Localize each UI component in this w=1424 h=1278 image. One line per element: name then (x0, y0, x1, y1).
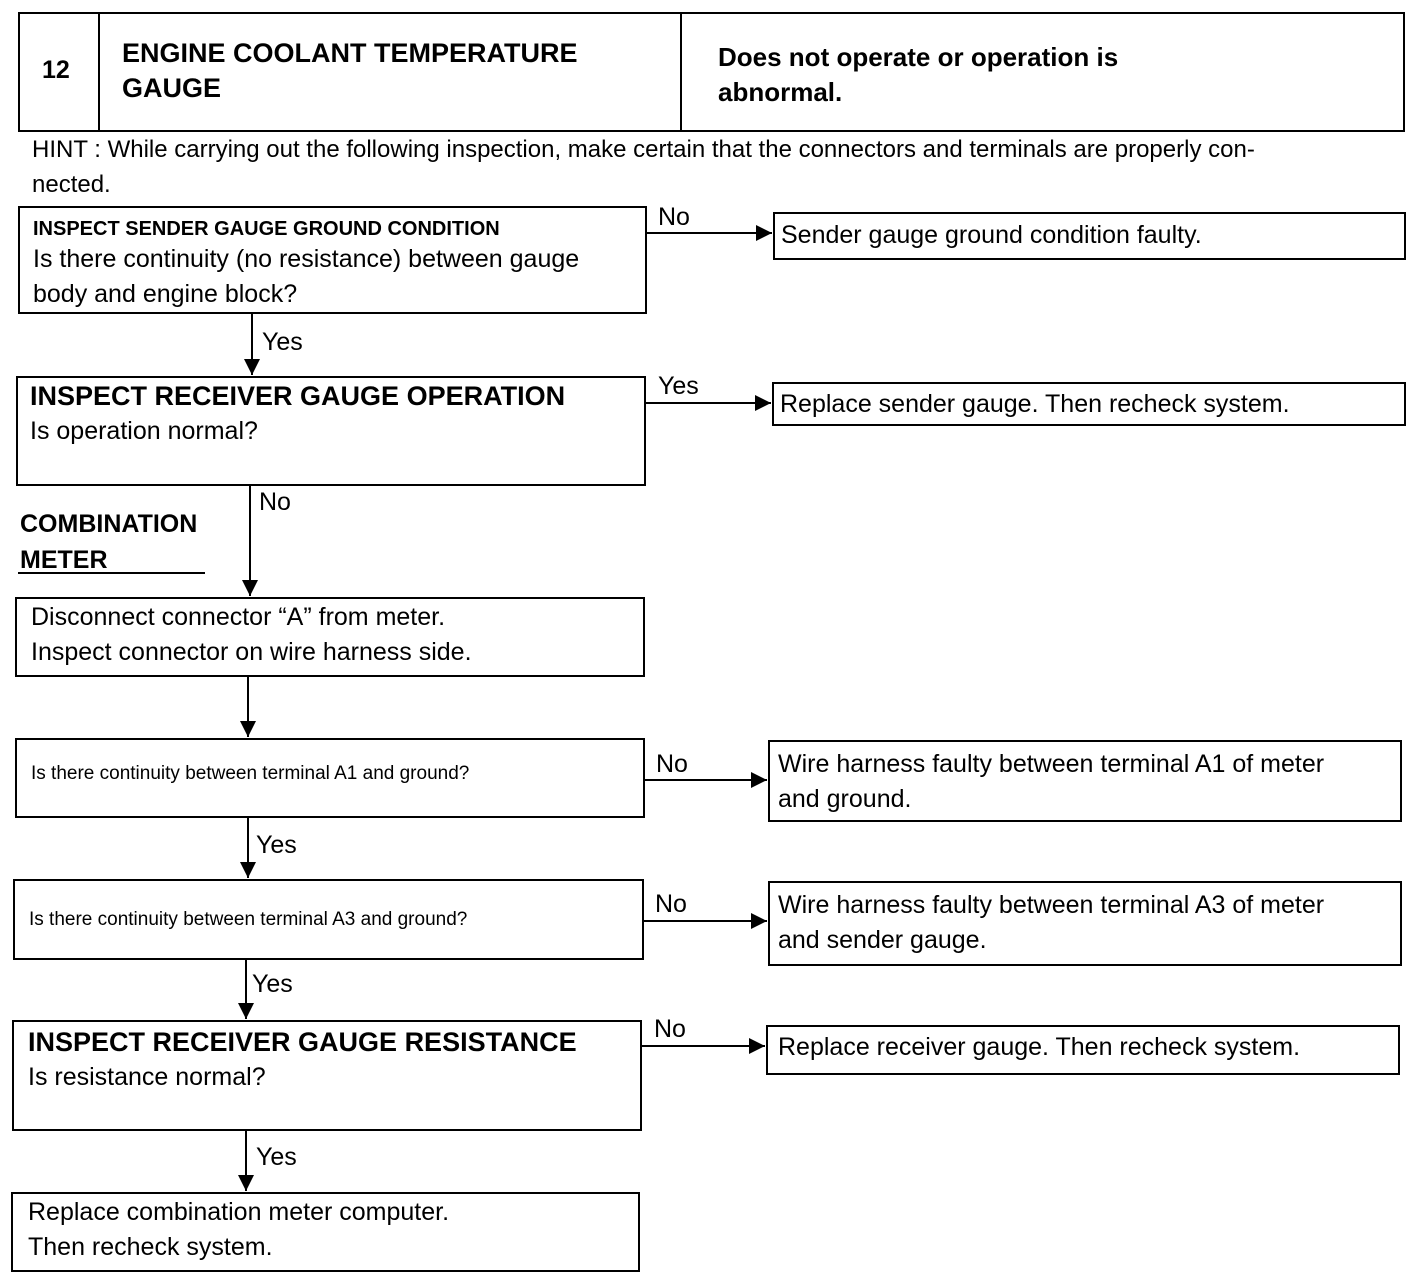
step-disconnect-connector (15, 597, 645, 677)
result-line: and sender gauge. (778, 926, 987, 954)
result-harness-a3-faulty (768, 881, 1402, 966)
result-line: Replace sender gauge. Then recheck system. (780, 390, 1290, 418)
step-line: body and engine block? (33, 280, 298, 308)
label-s6-yes: Yes (256, 1143, 297, 1171)
header-title-line: ENGINE COOLANT TEMPERATURE (122, 38, 578, 68)
step-question (33, 242, 645, 312)
section-label (20, 506, 197, 578)
header-symptom-line: Does not operate or operation is (718, 42, 1119, 72)
result-replace-sender (772, 382, 1406, 426)
header-symptom-line: abnormal. (718, 77, 843, 107)
label-s1-yes: Yes (262, 328, 303, 356)
header-table (18, 12, 1405, 132)
label-s4-yes: Yes (256, 831, 297, 859)
step-line: Is there continuity (no resistance) between gauge (33, 245, 580, 273)
step-line: Is resistance normal? (28, 1063, 266, 1091)
step-line: Disconnect connector “A” from meter. (31, 603, 446, 631)
header-title (122, 36, 578, 106)
hint-line: HINT : While carrying out the following inspection, make certain that the connectors and terminals are properly con- (32, 136, 1255, 163)
label-s5-no: No (655, 890, 687, 918)
step-heading: INSPECT SENDER GAUGE GROUND CONDITION (33, 218, 500, 240)
header-symptom-cell (682, 14, 1403, 130)
result-replace-receiver (766, 1025, 1400, 1075)
step-receiver-resistance (12, 1020, 642, 1131)
step-heading: INSPECT RECEIVER GAUGE OPERATION (30, 381, 566, 411)
step-line: Is there continuity between terminal A1 and ground? (31, 763, 470, 784)
step-replace-meter-computer (11, 1192, 640, 1272)
header-title-line: GAUGE (122, 73, 222, 103)
label-s1-no: No (658, 203, 690, 231)
hint-text (32, 132, 1417, 202)
step-sender-ground (18, 206, 647, 314)
step-continuity-a3 (13, 879, 644, 960)
header-title-cell (100, 14, 682, 130)
result-line: and ground. (778, 785, 912, 813)
result-line: Sender gauge ground condition faulty. (781, 221, 1202, 249)
step-question (28, 1060, 640, 1095)
step-question (30, 414, 644, 449)
step-heading: INSPECT RECEIVER GAUGE RESISTANCE (28, 1027, 577, 1057)
section-label-line: COMBINATION (20, 510, 198, 538)
hint-line: nected. (32, 171, 111, 198)
step-continuity-a1 (15, 738, 645, 818)
step-line: Replace combination meter computer. (28, 1198, 450, 1226)
label-s4-no: No (656, 750, 688, 778)
result-line: Wire harness faulty between terminal A3 of meter (778, 891, 1325, 919)
result-line: Wire harness faulty between terminal A1 of meter (778, 750, 1325, 778)
section-label-line: METER (20, 546, 108, 574)
step-line: Is operation normal? (30, 417, 258, 445)
label-s2-yes: Yes (658, 372, 699, 400)
label-s2-no: No (259, 488, 291, 516)
label-s6-no: No (654, 1015, 686, 1043)
step-line: Then recheck system. (28, 1233, 273, 1261)
header-number: 12 (42, 56, 70, 84)
step-receiver-operation (16, 376, 646, 486)
result-line: Replace receiver gauge. Then recheck system. (778, 1033, 1301, 1061)
header-symptom (718, 40, 1118, 110)
label-s5-yes: Yes (252, 970, 293, 998)
header-number-cell (20, 14, 100, 130)
result-sender-ground-faulty (773, 212, 1406, 260)
result-harness-a1-faulty (768, 740, 1402, 822)
step-line: Is there continuity between terminal A3 and ground? (29, 909, 468, 930)
step-line: Inspect connector on wire harness side. (31, 638, 472, 666)
